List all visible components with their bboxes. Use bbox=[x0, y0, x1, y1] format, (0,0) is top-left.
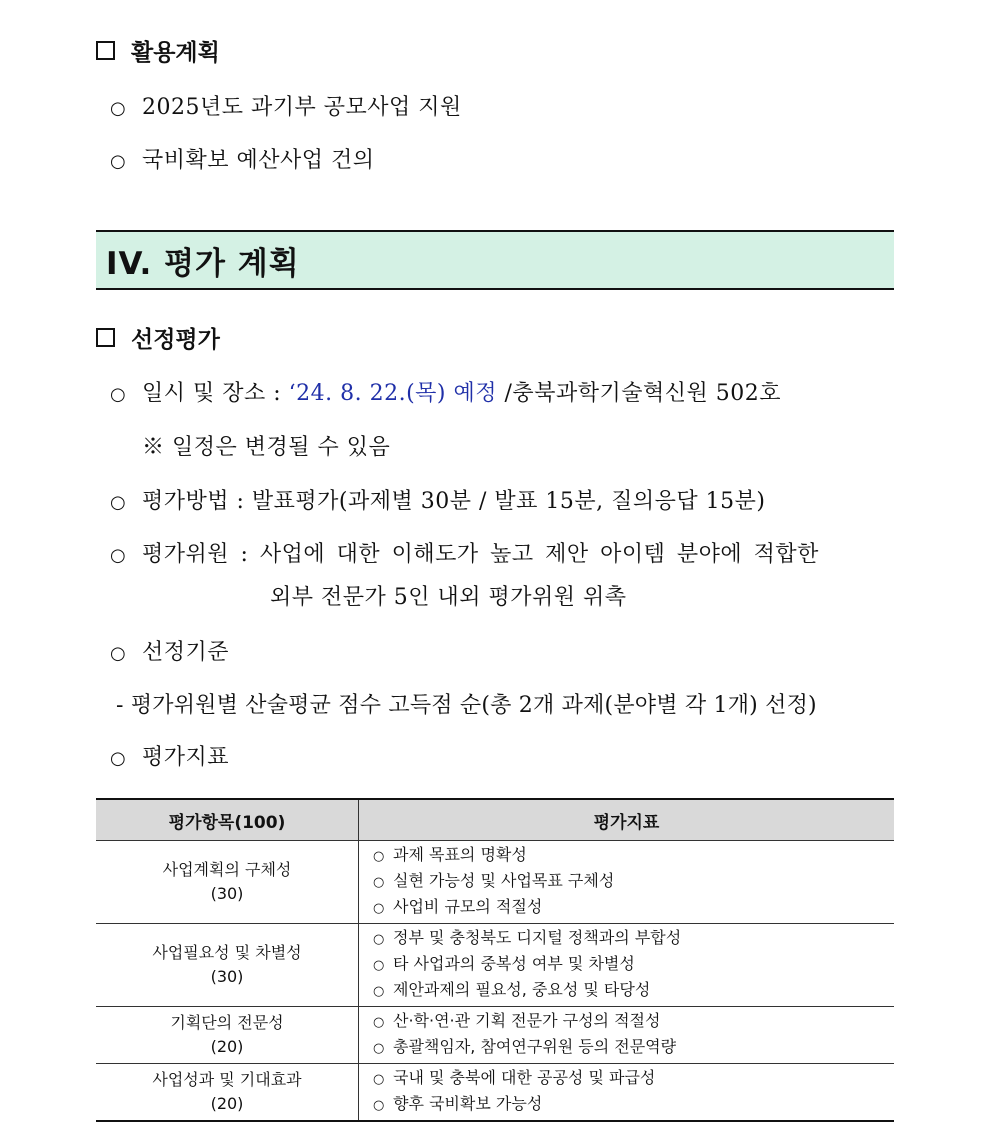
category-cell: 사업계획의 구체성 (30) bbox=[96, 841, 359, 924]
header-indicators: 평가지표 bbox=[359, 799, 895, 841]
criteria-line: ○ 선정기준 bbox=[110, 640, 230, 665]
usage-plan-heading bbox=[96, 34, 220, 67]
circle-bullet-icon: ○ bbox=[110, 643, 127, 664]
indicator-cell bbox=[359, 924, 895, 1007]
circle-bullet-icon: ○ bbox=[373, 1041, 385, 1056]
circle-bullet-icon: ○ bbox=[373, 1098, 385, 1113]
schedule-note: ※ 일정은 변경될 수 있음 bbox=[142, 435, 391, 460]
method-line: ○ 평가방법 : 발표평가(과제별 30분 / 발표 15분, 질의응답 15분) bbox=[110, 489, 766, 514]
circle-bullet-icon: ○ bbox=[110, 151, 127, 172]
usage-plan-title: 활용계획 bbox=[131, 39, 220, 66]
circle-bullet-icon: ○ bbox=[373, 901, 385, 916]
circle-bullet-icon: ○ bbox=[373, 1072, 385, 1087]
category-cell: 사업성과 및 기대효과 (20) bbox=[96, 1064, 359, 1122]
category-cell: 사업필요성 및 차별성 (30) bbox=[96, 924, 359, 1007]
committee-line-1: ○ 평가위원 : 사업에 대한 이해도가 높고 제안 아이템 분야에 적합한 bbox=[110, 542, 819, 567]
schedule-place: /충북과학기술혁신원 502호 bbox=[497, 381, 781, 406]
evaluation-table bbox=[96, 798, 894, 1122]
circle-bullet-icon: ○ bbox=[373, 849, 385, 864]
circle-bullet-icon: ○ bbox=[110, 545, 127, 566]
circle-bullet-icon: ○ bbox=[110, 384, 127, 405]
criteria-detail: - 평가위원별 산술평균 점수 고득점 순(총 2개 과제(분야별 각 1개) 선정) bbox=[116, 693, 817, 718]
table-row bbox=[96, 841, 894, 924]
indicator-item: ○ 국내 및 충북에 대한 공공성 및 파급성 bbox=[373, 1066, 894, 1092]
indicator-item: ○ 사업비 규모의 적절성 bbox=[373, 895, 894, 921]
table-row bbox=[96, 1064, 894, 1122]
circle-bullet-icon: ○ bbox=[373, 875, 385, 890]
circle-bullet-icon: ○ bbox=[373, 984, 385, 999]
section-title: IV. 평가 계획 bbox=[106, 245, 300, 282]
table-header-row bbox=[96, 799, 894, 841]
circle-bullet-icon: ○ bbox=[110, 98, 127, 119]
indicator-item: ○ 타 사업과의 중복성 여부 및 차별성 bbox=[373, 952, 894, 978]
indicator-item: ○ 산·학·연·관 기획 전문가 구성의 적절성 bbox=[373, 1009, 894, 1035]
indicator-cell bbox=[359, 841, 895, 924]
indicator-item: ○ 총괄책임자, 참여연구위원 등의 전문역량 bbox=[373, 1035, 894, 1061]
indicator-cell bbox=[359, 1007, 895, 1064]
indicator-item: ○ 실현 가능성 및 사업목표 구체성 bbox=[373, 869, 894, 895]
schedule-line: ○ 일시 및 장소 : ‘24. 8. 22.(목) 예정 /충북과학기술혁신원 502호 bbox=[110, 381, 781, 406]
indicator-line: ○ 평가지표 bbox=[110, 745, 230, 770]
table-row bbox=[96, 924, 894, 1007]
indicator-item: ○ 정부 및 충청북도 디지털 정책과의 부합성 bbox=[373, 926, 894, 952]
header-category: 평가항목(100) bbox=[96, 799, 359, 841]
circle-bullet-icon: ○ bbox=[373, 1015, 385, 1030]
usage-item-2: ○ 국비확보 예산사업 건의 bbox=[110, 148, 375, 173]
usage-item-1: ○ 2025년도 과기부 공모사업 지원 bbox=[110, 95, 462, 120]
indicator-item: ○ 향후 국비확보 가능성 bbox=[373, 1092, 894, 1118]
indicator-cell bbox=[359, 1064, 895, 1122]
table-row bbox=[96, 1007, 894, 1064]
selection-title: 선정평가 bbox=[131, 326, 220, 353]
circle-bullet-icon: ○ bbox=[110, 492, 127, 513]
schedule-date: ‘24. 8. 22.(목) 예정 bbox=[288, 381, 498, 406]
category-cell: 기획단의 전문성 (20) bbox=[96, 1007, 359, 1064]
indicator-item: ○ 제안과제의 필요성, 중요성 및 타당성 bbox=[373, 978, 894, 1004]
circle-bullet-icon: ○ bbox=[373, 958, 385, 973]
square-bullet-icon bbox=[96, 328, 115, 347]
committee-line-2: 외부 전문가 5인 내외 평가위원 위촉 bbox=[270, 585, 627, 610]
indicator-item: ○ 과제 목표의 명확성 bbox=[373, 843, 894, 869]
circle-bullet-icon: ○ bbox=[110, 748, 127, 769]
selection-heading bbox=[96, 321, 220, 354]
square-bullet-icon bbox=[96, 41, 115, 60]
section-title-band bbox=[96, 230, 894, 290]
circle-bullet-icon: ○ bbox=[373, 932, 385, 947]
